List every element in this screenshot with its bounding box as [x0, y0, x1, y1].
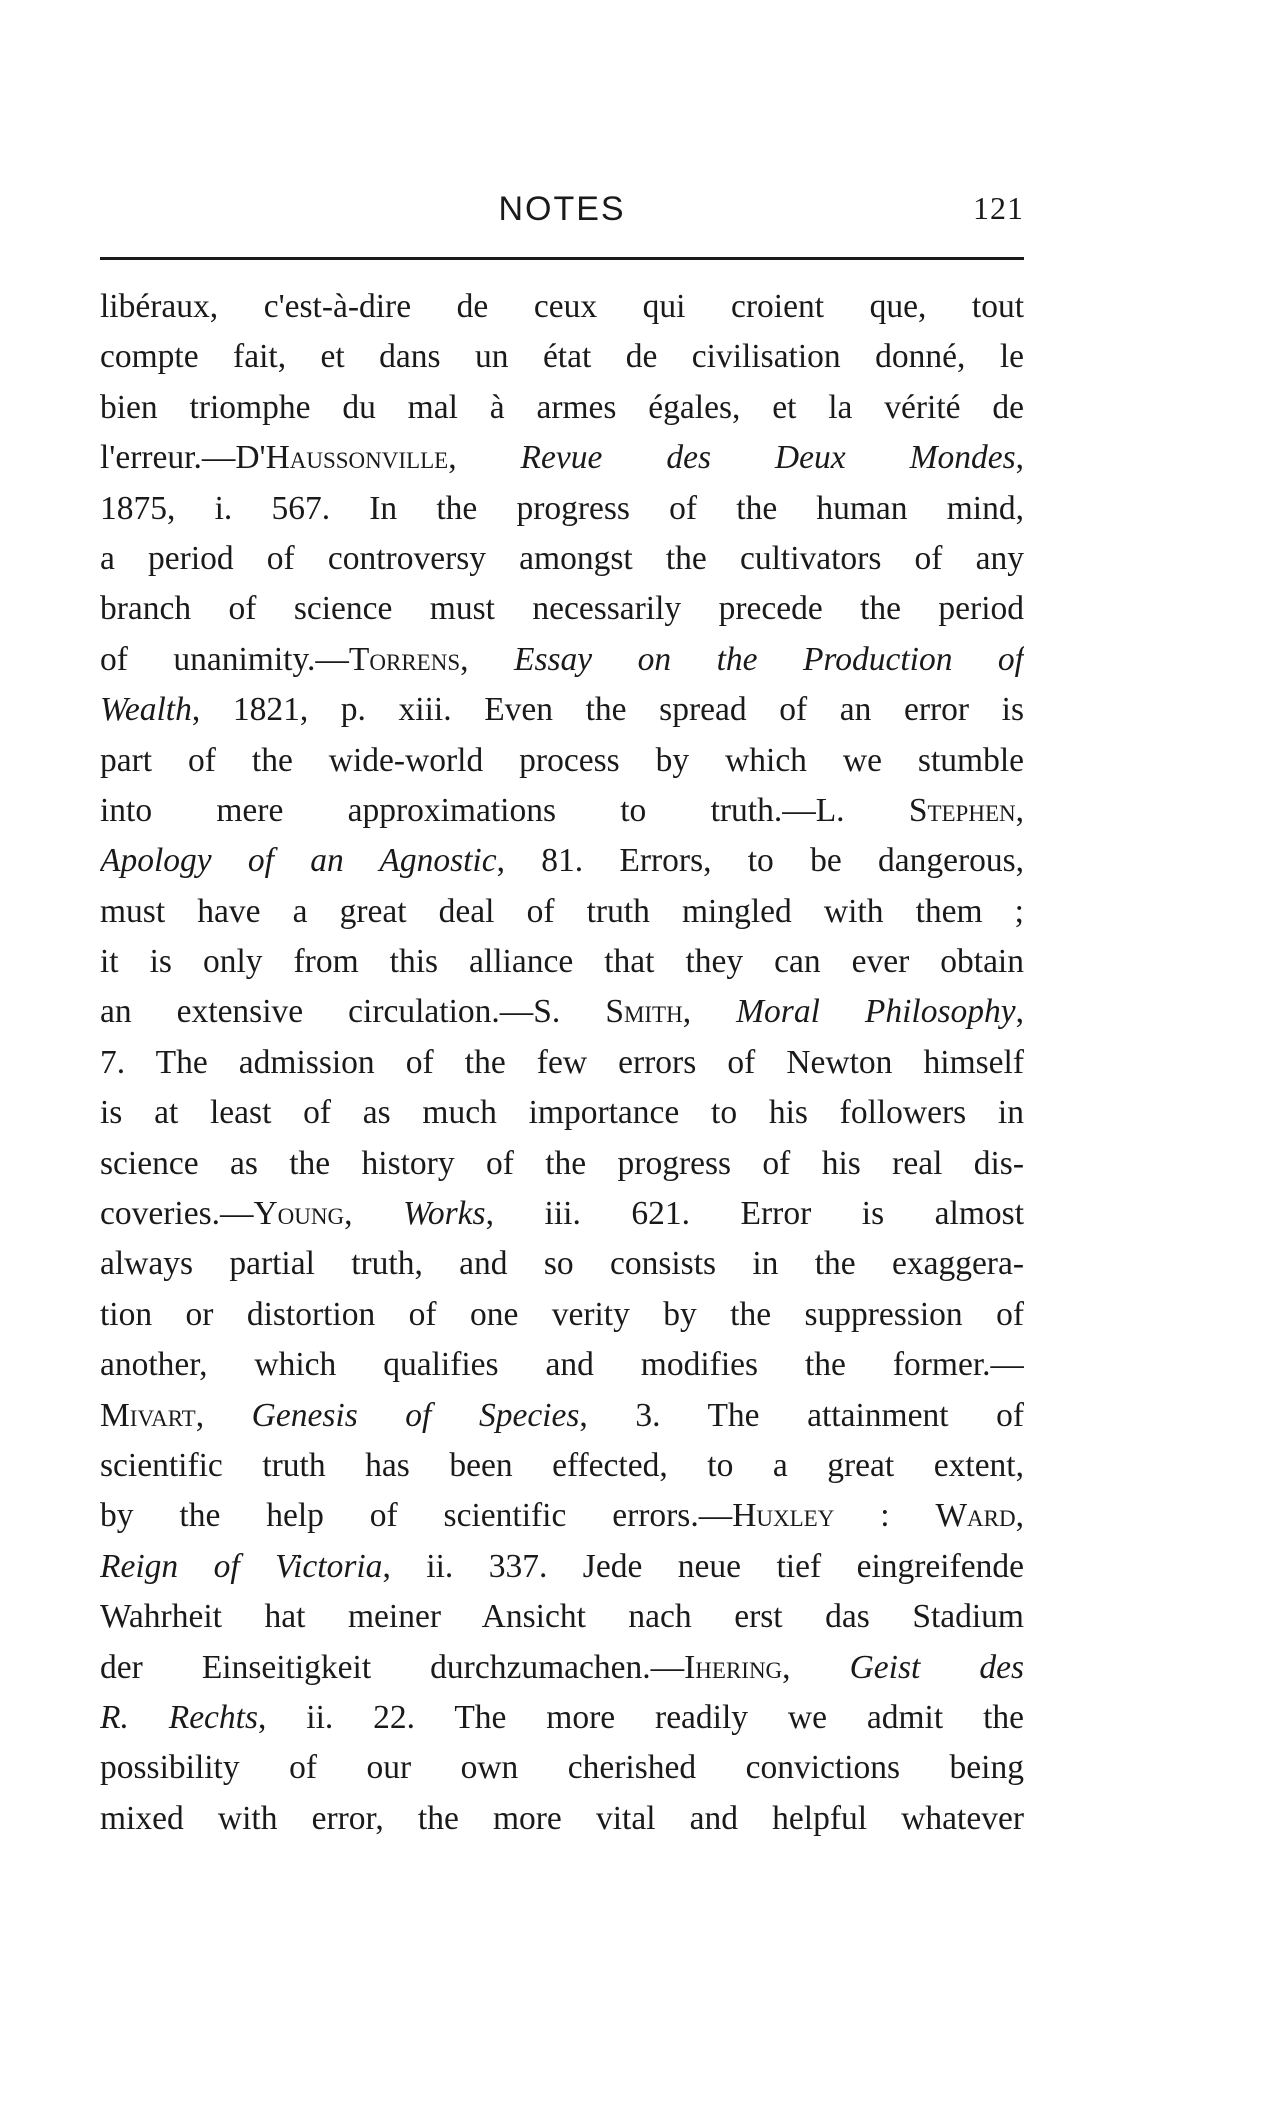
work-title: Reign of Victoria: [100, 1547, 383, 1585]
text-run: always partial truth, and so consists in the exaggera-: [100, 1245, 1024, 1283]
text-run: coveries.—: [100, 1195, 254, 1233]
text-run: bien triomphe du mal à armes égales, et la vérité de: [100, 388, 1024, 426]
text-run: , 81. Errors, to be dangerous,: [496, 842, 1024, 880]
author-name: Ihering: [684, 1648, 783, 1686]
text-run: ,: [682, 993, 737, 1031]
text-run: ,: [1015, 791, 1024, 829]
text-run: ,: [1015, 1497, 1024, 1535]
text-line: [100, 1743, 1024, 1793]
work-title: Wealth: [100, 691, 192, 729]
text-run: of unanimity.—: [100, 640, 349, 678]
text-run: mixed with error, the more vital and helpful whatever: [100, 1799, 1024, 1837]
text-line: [100, 786, 1024, 836]
text-run: , ii. 22. The more readily we admit the: [258, 1698, 1024, 1736]
text-line: [100, 383, 1024, 433]
text-line: [100, 584, 1024, 634]
text-run: possibility of our own cherished convictions being: [100, 1749, 1024, 1787]
text-line: [100, 1139, 1024, 1189]
text-line: [100, 534, 1024, 584]
text-run: , 1821, p. xiii. Even the spread of an error is: [191, 691, 1024, 729]
text-run: l'erreur.—D': [100, 439, 266, 477]
text-line: [100, 1239, 1024, 1289]
author-name: Haussonville: [265, 439, 449, 477]
text-run: branch of science must necessarily precede the period: [100, 590, 1024, 628]
text-line: [100, 836, 1024, 886]
work-title: Geist des: [849, 1648, 1024, 1686]
text-line: [100, 1088, 1024, 1138]
text-run: ,: [460, 640, 514, 678]
text-line: [100, 1441, 1024, 1491]
text-run: another, which qualifies and modifies the former.—: [100, 1346, 1024, 1384]
text-run: ,: [1015, 993, 1024, 1031]
text-run: ,: [195, 1396, 252, 1434]
text-run: a period of controversy amongst the cultivators of any: [100, 539, 1024, 577]
text-line: [100, 635, 1024, 685]
author-name: Huxley: [732, 1497, 835, 1535]
text-line: [100, 1491, 1024, 1541]
text-line: [100, 1794, 1024, 1844]
text-line: [100, 937, 1024, 987]
text-run: ,: [344, 1195, 404, 1233]
text-line: [100, 1592, 1024, 1642]
text-line: [100, 1391, 1024, 1441]
work-title: Essay on the Production of: [513, 640, 1024, 678]
text-line: [100, 1290, 1024, 1340]
header-rule: [100, 257, 1024, 260]
text-run: science as the history of the progress of his real dis-: [100, 1144, 1024, 1182]
text-run: part of the wide-world process by which we stumble: [100, 741, 1024, 779]
text-line: [100, 484, 1024, 534]
running-head-title: NOTES: [498, 190, 626, 228]
text-line: [100, 1693, 1024, 1743]
text-run: compte fait, et dans un état de civilisation donné, le: [100, 338, 1024, 376]
author-name: Young: [253, 1195, 345, 1233]
work-title: Genesis of Species: [251, 1396, 580, 1434]
work-title: Apology of an Agnostic: [100, 842, 497, 880]
author-name: Smith: [605, 993, 683, 1031]
text-run: , 3. The attainment of: [579, 1396, 1024, 1434]
text-run: is at least of as much importance to his followers in: [100, 1094, 1024, 1132]
text-line: [100, 887, 1024, 937]
text-run: :: [834, 1497, 936, 1535]
page-number: 121: [973, 190, 1024, 226]
work-title: Moral Philosophy: [736, 993, 1016, 1031]
text-run: it is only from this alliance that they can ever obtain: [100, 943, 1024, 981]
text-run: 7. The admission of the few errors of Newton himself: [100, 1043, 1024, 1081]
text-run: by the help of scientific errors.—: [100, 1497, 733, 1535]
work-title: Revue des Deux Mondes: [520, 439, 1016, 477]
text-run: Wahrheit hat meiner Ansicht nach erst das Stadium: [100, 1598, 1024, 1636]
text-line: [100, 282, 1024, 332]
text-run: tion or distortion of one verity by the suppression of: [100, 1295, 1024, 1333]
text-run: scientific truth has been effected, to a great extent,: [100, 1446, 1024, 1484]
text-line: [100, 1340, 1024, 1390]
author-name: Torrens: [348, 640, 461, 678]
text-run: , iii. 621. Error is almost: [485, 1195, 1024, 1233]
text-line: [100, 1189, 1024, 1239]
text-run: der Einseitigkeit durchzumachen.—: [100, 1648, 685, 1686]
text-run: an extensive circulation.—S.: [100, 993, 606, 1031]
text-run: must have a great deal of truth mingled with them ;: [100, 892, 1024, 930]
text-run: ,: [448, 439, 521, 477]
notes-body-text: [100, 282, 1024, 1844]
text-run: , ii. 337. Jede neue tief eingreifende: [382, 1547, 1024, 1585]
text-run: 1875, i. 567. In the progress of the human mind,: [100, 489, 1024, 527]
author-name: Ward: [935, 1497, 1016, 1535]
author-name: Mivart: [100, 1396, 196, 1434]
text-line: [100, 987, 1024, 1037]
text-run: ,: [1015, 439, 1024, 477]
author-name: Stephen: [908, 791, 1016, 829]
text-run: libéraux, c'est-à-dire de ceux qui croient que, tout: [100, 288, 1024, 325]
work-title: Works: [403, 1195, 486, 1233]
running-head: [100, 190, 1024, 240]
text-line: [100, 1038, 1024, 1088]
text-run: into mere approximations to truth.—L.: [100, 791, 909, 829]
text-line: [100, 332, 1024, 382]
text-line: [100, 736, 1024, 786]
text-line: [100, 433, 1024, 483]
text-line: [100, 1542, 1024, 1592]
text-line: [100, 685, 1024, 735]
text-line: [100, 1643, 1024, 1693]
text-run: ,: [782, 1648, 850, 1686]
work-title: R. Rechts: [100, 1698, 259, 1736]
